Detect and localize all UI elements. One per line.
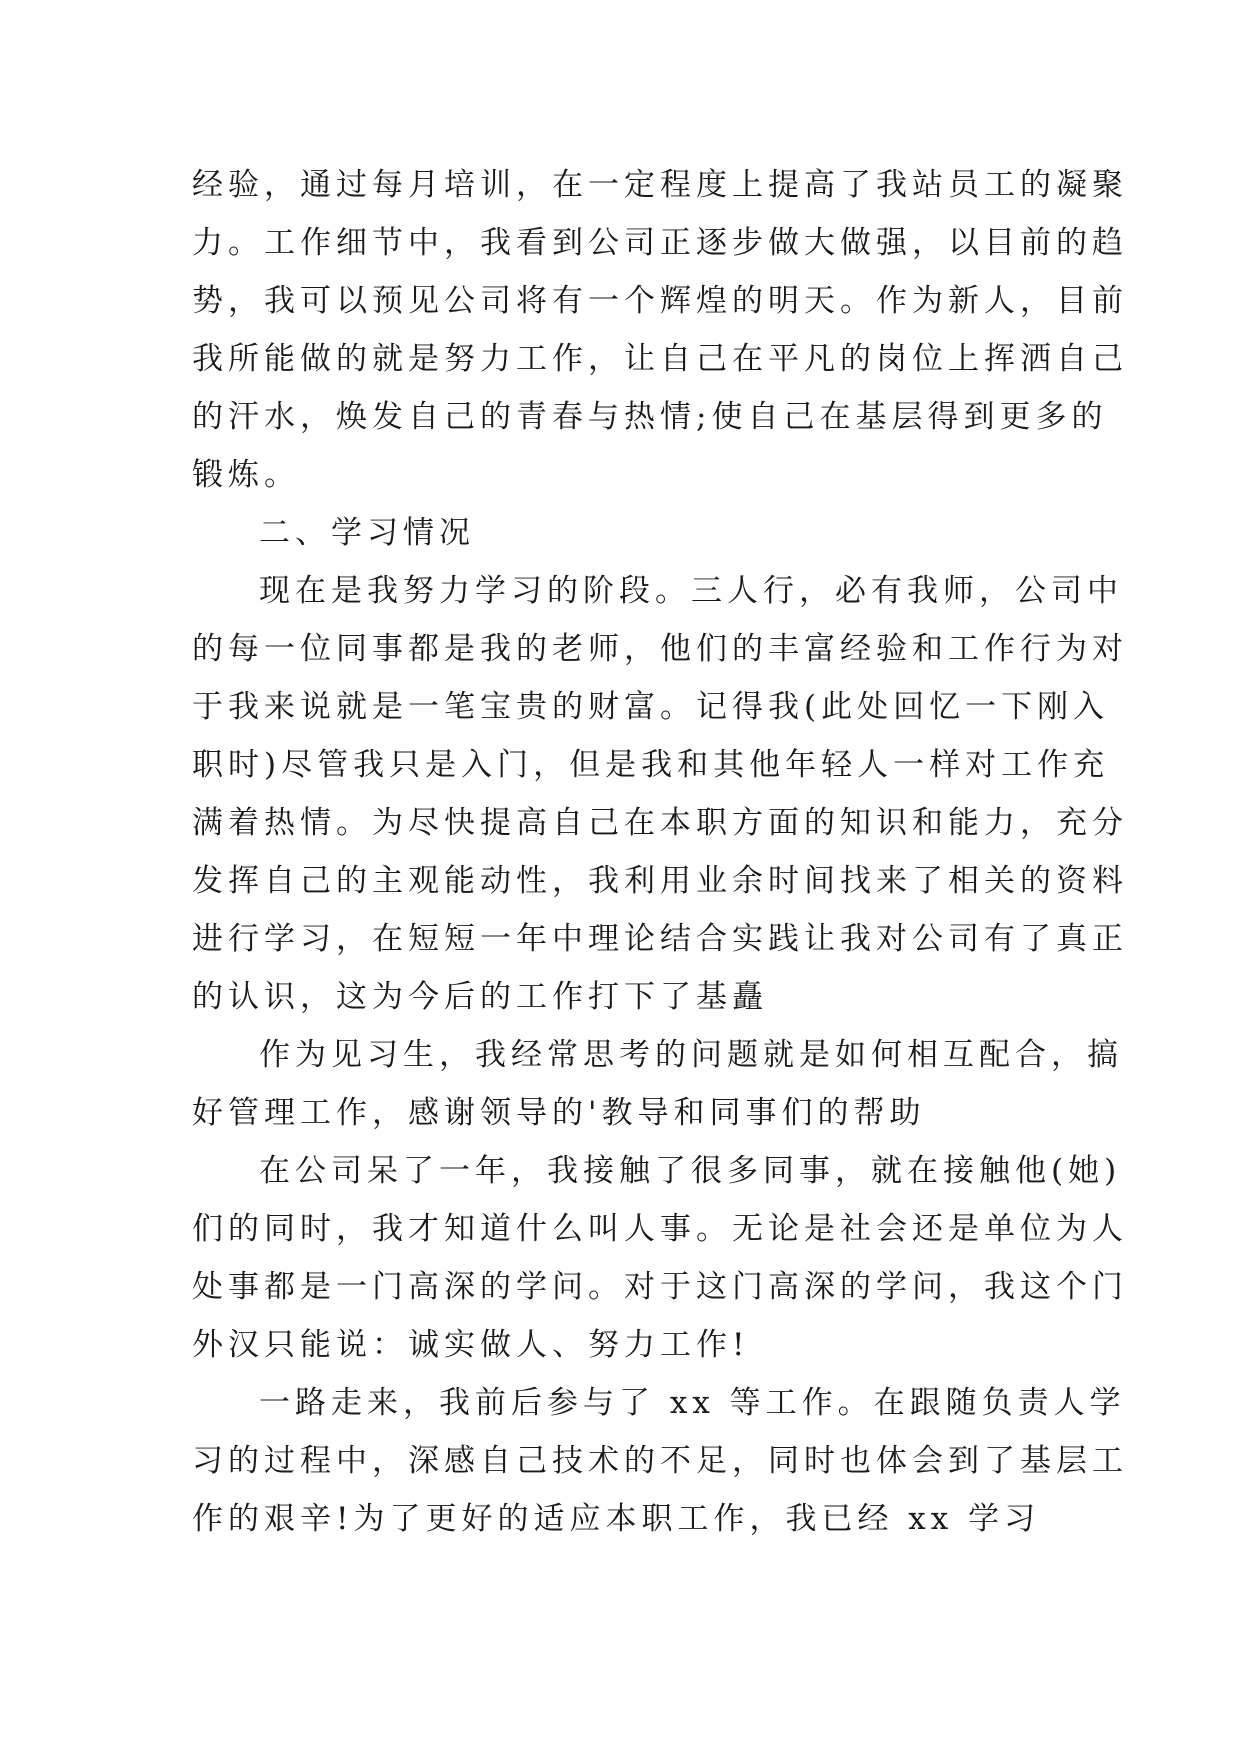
text-line: 们的同时，我才知道什么叫人事。无论是社会还是单位为人 [192,1211,1128,1247]
text-line: 习的过程中，深感自己技术的不足，同时也体会到了基层工 [192,1443,1128,1479]
paragraph-colleagues [192,1142,1128,1374]
section-heading: 二、学习情况 [259,515,475,551]
text-line: 作为见习生，我经常思考的问题就是如何相互配合，搞 [259,1037,1123,1073]
text-line: 处事都是一门高深的学问。对于这门高深的学问，我这个门 [192,1269,1128,1305]
text-line: 外汉只能说：诚实做人、努力工作! [192,1327,750,1363]
text-line: 职时)尽管我只是入门，但是我和其他年轻人一样对工作充 [192,747,1110,783]
text-line: 力。工作细节中，我看到公司正逐步做大做强，以目前的趋 [192,225,1128,261]
text-line: 作的艰辛!为了更好的适应本职工作，我已经 xx 学习 [192,1501,1041,1537]
text-line: 势，我可以预见公司将有一个辉煌的明天。作为新人，目前 [192,283,1128,319]
text-line: 经验，通过每月培训，在一定程度上提高了我站员工的凝聚 [192,167,1128,203]
paragraph-study-stage [192,562,1128,1026]
text-line: 现在是我努力学习的阶段。三人行，必有我师，公司中 [259,573,1123,609]
text-line: 在公司呆了一年，我接触了很多同事，就在接触他(她) [259,1153,1122,1189]
document-body [192,156,1128,1548]
text-line: 锻炼。 [192,457,300,493]
paragraph-along-the-way [192,1374,1128,1548]
text-line: 于我来说就是一笔宝贵的财富。记得我(此处回忆一下刚入 [192,689,1110,725]
section-heading-study [192,504,1050,562]
text-line: 的每一位同事都是我的老师，他们的丰富经验和工作行为对 [192,631,1128,667]
text-line: 进行学习，在短短一年中理论结合实践让我对公司有了真正 [192,921,1128,957]
paragraph-work-experience [192,156,1128,504]
text-line: 的认识，这为今后的工作打下了基矗 [192,979,768,1015]
text-line: 满着热情。为尽快提高自己在本职方面的知识和能力，充分 [192,805,1128,841]
text-line: 一路走来，我前后参与了 xx 等工作。在跟随负责人学 [259,1385,1126,1421]
paragraph-trainee [192,1026,1123,1142]
text-line: 好管理工作，感谢领导的'教导和同事们的帮助 [192,1095,926,1131]
text-line: 的汗水，焕发自己的青春与热情;使自己在基层得到更多的 [192,399,1108,435]
text-line: 发挥自己的主观能动性，我利用业余时间找来了相关的资料 [192,863,1128,899]
text-line: 我所能做的就是努力工作，让自己在平凡的岗位上挥洒自己 [192,341,1128,377]
